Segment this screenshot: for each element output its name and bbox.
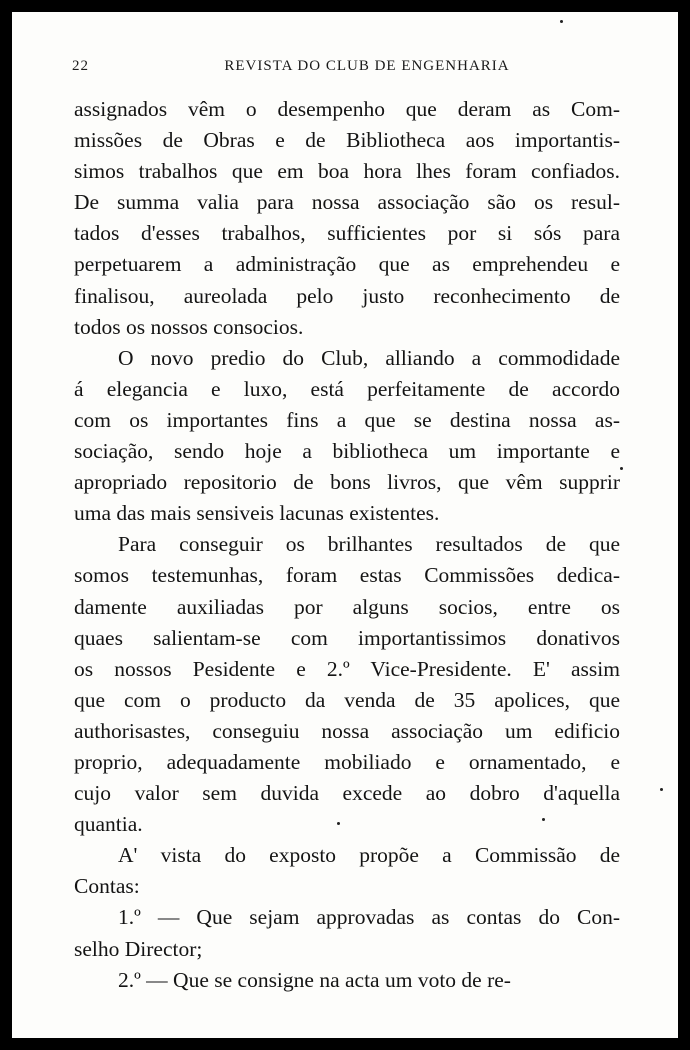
print-speck [620,467,623,470]
text-line: com os importantes fins a que se destina nossa as- [74,407,620,432]
paragraph [74,840,620,902]
text-line: damente auxiliadas por alguns socios, entre os [74,594,620,619]
text-line: 1.º — Que sejam approvadas as contas do Con- [118,905,620,930]
text-line: finalisou, aureolada pelo justo reconhecimento de [74,283,620,308]
text-line: authorisastes, conseguiu nossa associação um edificio [74,718,620,743]
paragraph [74,965,620,996]
text-line: selho Director; [74,936,203,961]
body-text [74,94,620,996]
text-line: proprio, adequadamente mobiliado e ornamentado, e [74,749,620,774]
paragraph [74,902,620,964]
print-speck [337,822,340,825]
text-line: cujo valor sem duvida excede ao dobro d'aquella [74,781,620,806]
print-speck [542,818,545,821]
text-line: uma das mais sensiveis lacunas existentes. [74,501,440,526]
text-line: sociação, sendo hoje a bibliotheca um importante e [74,439,620,464]
text-line: que com o producto da venda de 35 apolices, que [74,687,620,712]
text-line: tados d'esses trabalhos, sufficientes por si sós para [74,221,620,246]
text-line: apropriado repositorio de bons livros, que vêm supprir [74,470,620,495]
text-line: A' vista do exposto propõe a Commissão de [118,843,620,868]
page-header [72,58,622,78]
text-line: Para conseguir os brilhantes resultados de que [118,532,620,557]
paragraph [74,529,620,840]
book-page [12,12,678,1038]
print-speck [660,788,663,791]
text-line: perpetuarem a administração que as emprehendeu e [74,252,620,277]
page-number: 22 [72,58,89,74]
text-line: De summa valia para nossa associação são os resul- [74,190,620,215]
print-speck [560,20,563,23]
text-line: quantia. [74,812,143,837]
text-line: todos os nossos consocios. [74,314,304,339]
text-line: assignados vêm o desempenho que deram as Com- [74,97,620,121]
running-title: REVISTA DO CLUB DE ENGENHARIA [224,58,510,74]
text-line: os nossos Pesidente e 2.º Vice-Presidente. E' assim [74,656,620,681]
text-line: 2.º — Que se consigne na acta um voto de re- [118,967,511,992]
paragraph [74,343,620,530]
text-line: O novo predio do Club, alliando a commodidade [118,345,620,370]
text-line: quaes salientam-se com importantissimos donativos [74,625,620,650]
text-line: somos testemunhas, foram estas Commissões dedica- [74,563,620,588]
text-line: missões de Obras e de Bibliotheca aos importantis- [74,128,620,153]
text-line: Contas: [74,874,140,899]
paragraph [74,94,620,343]
text-line: á elegancia e luxo, está perfeitamente de accordo [74,376,620,401]
text-line: simos trabalhos que em boa hora lhes foram confiados. [74,159,620,184]
